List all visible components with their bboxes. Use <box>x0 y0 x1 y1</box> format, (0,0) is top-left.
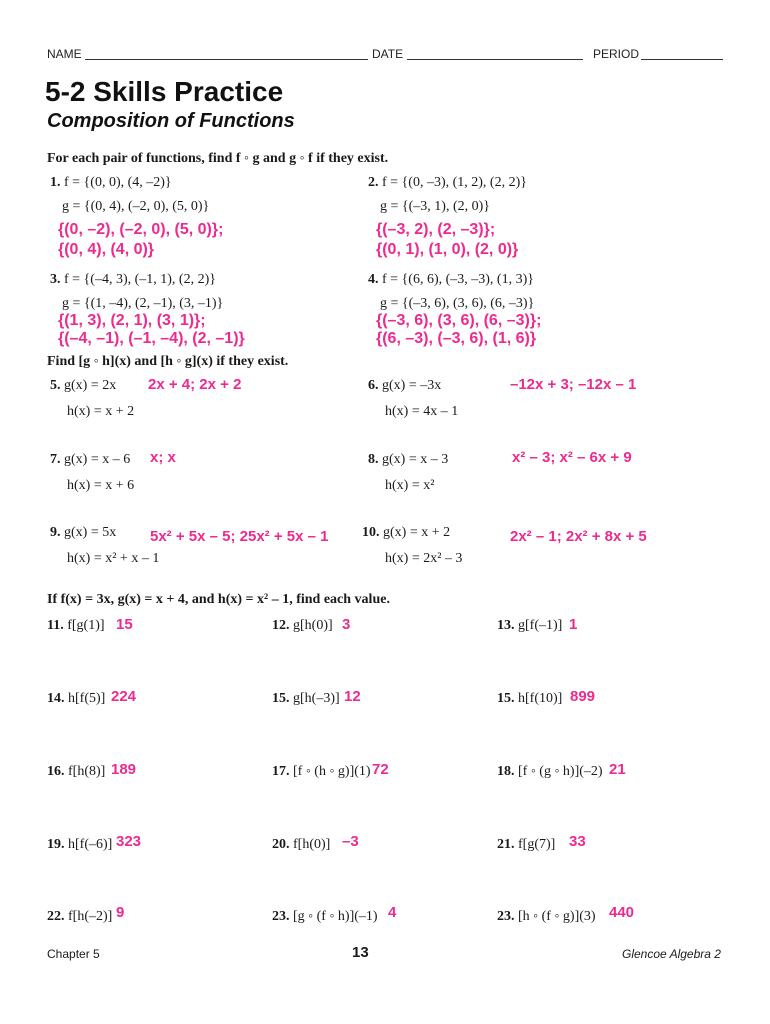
problem-22: 22. f[h(–2)] <box>47 909 113 924</box>
problem-6-h: h(x) = 4x – 1 <box>385 404 459 419</box>
answer-4-line1: {(–3, 6), (3, 6), (6, –3)}; <box>376 312 542 329</box>
problem-19: 19. h[f(–6)] <box>47 837 113 852</box>
answer-19: 323 <box>116 833 142 850</box>
problem-2: 2. f = {(0, –3), (1, 2), (2, 2)} <box>368 175 527 190</box>
answer-17: 72 <box>372 761 389 778</box>
answer-1-line2: {(0, 4), (4, 0)} <box>58 241 155 258</box>
problem-7-h: h(x) = x + 6 <box>67 478 135 493</box>
answer-13: 1 <box>569 616 578 633</box>
problem-5: 5. g(x) = 2x <box>50 378 117 393</box>
answer-2-line1: {(–3, 2), (2, –3)}; <box>376 221 496 238</box>
problem-3-g: g = {(1, –4), (2, –1), (3, –1)} <box>62 296 224 311</box>
problem-1: 1. f = {(0, 0), (4, –2)} <box>50 175 172 190</box>
date-field[interactable] <box>407 47 583 60</box>
problem-7: 7. g(x) = x – 6 <box>50 452 131 467</box>
section2-instruction: Find [g ◦ h](x) and [h ◦ g](x) if they exist. <box>47 354 289 369</box>
answer-2-line2: {(0, 1), (1, 0), (2, 0)} <box>376 241 519 258</box>
problem-15b: 15. h[f(10)] <box>497 691 563 706</box>
answer-21: 33 <box>569 833 586 850</box>
answer-11: 15 <box>116 616 133 633</box>
problem-3: 3. f = {(–4, 3), (–1, 1), (2, 2)} <box>50 272 216 287</box>
answer-4-line2: {(6, –3), (–3, 6), (1, 6)} <box>376 330 537 347</box>
problem-12: 12. g[h(0)] <box>272 618 333 633</box>
answer-20: –3 <box>342 833 359 850</box>
problem-14: 14. h[f(5)] <box>47 691 106 706</box>
problem-2-g: g = {(–3, 1), (2, 0)} <box>380 199 490 214</box>
problem-8: 8. g(x) = x – 3 <box>368 452 449 467</box>
answer-8: x² – 3; x² – 6x + 9 <box>512 449 632 466</box>
problem-15: 15. g[h(–3)] <box>272 691 340 706</box>
answer-1-line1: {(0, –2), (–2, 0), (5, 0)}; <box>58 221 224 238</box>
answer-3-line2: {(–4, –1), (–1, –4), (2, –1)} <box>58 330 245 347</box>
problem-4: 4. f = {(6, 6), (–3, –3), (1, 3)} <box>368 272 534 287</box>
answer-16: 189 <box>111 761 137 778</box>
section1-instruction: For each pair of functions, find f ◦ g and g ◦ f if they exist. <box>47 151 389 166</box>
answer-7: x; x <box>150 449 176 466</box>
name-field[interactable] <box>85 47 368 60</box>
answer-23b: 440 <box>609 904 635 921</box>
problem-6: 6. g(x) = –3x <box>368 378 442 393</box>
date-label: DATE <box>372 47 404 61</box>
answer-23: 4 <box>388 904 397 921</box>
answer-6: –12x + 3; –12x – 1 <box>510 376 637 393</box>
answer-18: 21 <box>609 761 626 778</box>
problem-9-h: h(x) = x² + x – 1 <box>67 551 160 566</box>
period-label: PERIOD <box>593 47 640 61</box>
answer-5: 2x + 4; 2x + 2 <box>148 376 242 393</box>
problem-17: 17. [f ◦ (h ◦ g)](1) <box>272 764 371 779</box>
problem-11: 11. f[g(1)] <box>47 618 105 633</box>
answer-15b: 899 <box>570 688 596 705</box>
page-number: 13 <box>352 944 369 961</box>
answer-12: 3 <box>342 616 351 633</box>
answer-15: 12 <box>344 688 361 705</box>
problem-18: 18. [f ◦ (g ◦ h)](–2) <box>497 764 603 779</box>
footer-book: Glencoe Algebra 2 <box>622 947 721 961</box>
section3-instruction: If f(x) = 3x, g(x) = x + 4, and h(x) = x² – 1, find each value. <box>47 592 390 607</box>
answer-14: 224 <box>111 688 137 705</box>
problem-16: 16. f[h(8)] <box>47 764 106 779</box>
problem-1-g: g = {(0, 4), (–2, 0), (5, 0)} <box>62 199 210 214</box>
problem-4-g: g = {(–3, 6), (3, 6), (6, –3)} <box>380 296 535 311</box>
problem-21: 21. f[g(7)] <box>497 837 556 852</box>
problem-8-h: h(x) = x² <box>385 478 435 493</box>
page-subtitle: Composition of Functions <box>47 110 295 132</box>
problem-20: 20. f[h(0)] <box>272 837 331 852</box>
period-field[interactable] <box>641 47 723 60</box>
problem-5-h: h(x) = x + 2 <box>67 404 135 419</box>
footer-chapter: Chapter 5 <box>47 947 100 961</box>
answer-3-line1: {(1, 3), (2, 1), (3, 1)}; <box>58 312 206 329</box>
problem-23b: 23. [h ◦ (f ◦ g)](3) <box>497 909 596 924</box>
answer-22: 9 <box>116 904 125 921</box>
page-title: 5-2 Skills Practice <box>45 76 284 107</box>
problem-13: 13. g[f(–1)] <box>497 618 563 633</box>
problem-10-h: h(x) = 2x² – 3 <box>385 551 463 566</box>
problem-10: 10. g(x) = x + 2 <box>362 525 451 540</box>
name-label: NAME <box>47 47 82 61</box>
answer-10: 2x² – 1; 2x² + 8x + 5 <box>510 528 647 545</box>
problem-9: 9. g(x) = 5x <box>50 525 117 540</box>
problem-23: 23. [g ◦ (f ◦ h)](–1) <box>272 909 378 924</box>
answer-9: 5x² + 5x – 5; 25x² + 5x – 1 <box>150 528 329 545</box>
